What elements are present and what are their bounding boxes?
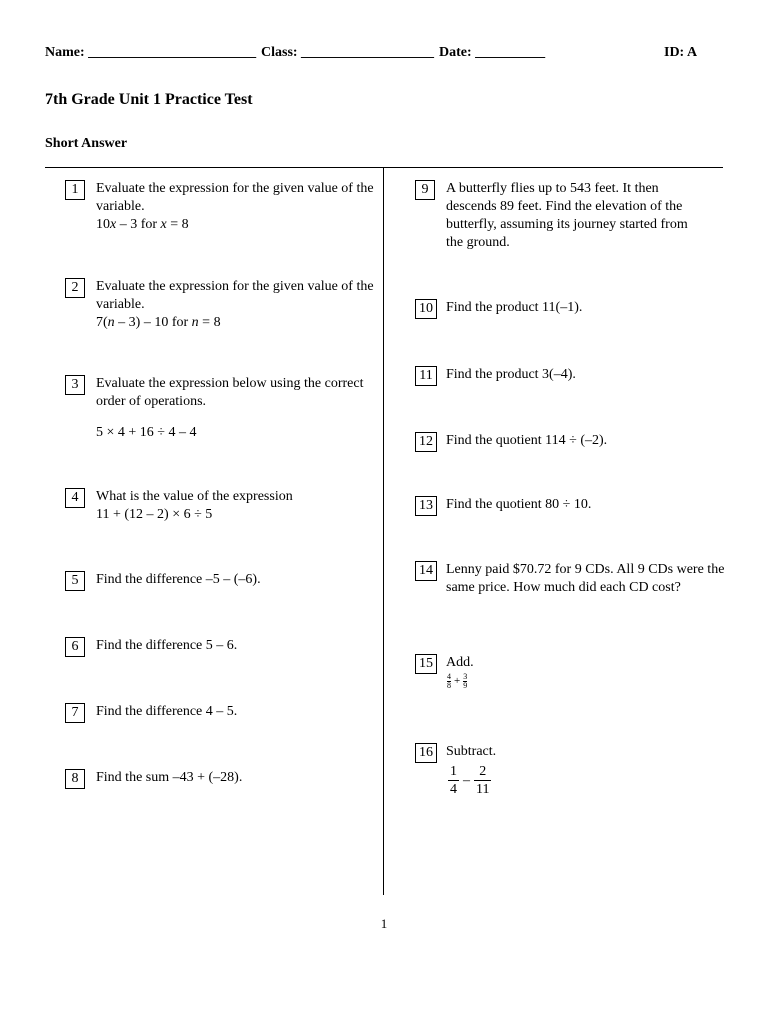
section-heading: Short Answer [45, 136, 128, 151]
question-number: 1 [65, 180, 85, 200]
fraction-expression: $\frac{1}{4}$ – $\frac{2}{11}$ [450, 764, 490, 797]
question-number: 6 [65, 637, 85, 657]
question-number: 3 [65, 375, 85, 395]
expression: 5 × 4 + 16 ÷ 4 – 4 [96, 425, 197, 440]
question-number: 9 [415, 180, 435, 200]
header [45, 45, 725, 65]
expression: 10x – 3 for x = 8 [96, 217, 189, 232]
horizontal-divider [45, 167, 723, 168]
question-text: Find the quotient 114 ÷ (–2). [446, 433, 608, 448]
question-number: 11 [415, 366, 437, 386]
question-text: A butterfly flies up to 543 feet. It then descends 89 feet. Find the elevation of the butterfly, assuming its journey started from the ground. [446, 181, 688, 250]
date-field-label: Date: __________ [439, 45, 546, 60]
question-text: Subtract. $\frac{1}{4}$ – $\frac{2}{11}$ [446, 744, 497, 797]
question-text: Find the product 3(–4). [446, 367, 576, 382]
question-text: Find the sum –43 + (–28). [96, 770, 243, 785]
expression: 7(n – 3) – 10 for n = 8 [96, 315, 221, 330]
question-number: 7 [65, 703, 85, 723]
question-text: Find the difference –5 – (–6). [96, 572, 261, 587]
page-number: 1 [380, 916, 388, 931]
question-text: Find the difference 5 – 6. [96, 638, 238, 653]
name-field-label: Name: ________________________ [45, 45, 257, 60]
fraction: $\frac{1}{4}$ [450, 764, 457, 797]
question-number: 5 [65, 571, 85, 591]
question-number: 2 [65, 278, 85, 298]
question-number: 10 [415, 299, 437, 319]
page-title: 7th Grade Unit 1 Practice Test [45, 91, 253, 108]
question-text: Find the quotient 80 ÷ 10. [446, 497, 592, 512]
fraction: $\frac{3}{9}$ [463, 671, 468, 690]
question-text: Lenny paid $70.72 for 9 CDs. All 9 CDs were the same price. How much did each CD cost? [446, 562, 725, 595]
question-number: 12 [415, 432, 437, 452]
question-number: 16 [415, 743, 437, 763]
question-text: Add. $\frac{4}{8}$ + $\frac{3}{9}$ [446, 655, 474, 690]
question-text: Evaluate the expression for the given value of the variable. 10x – 3 for x = 8 [96, 181, 374, 232]
question-number: 8 [65, 769, 85, 789]
id-label: ID: A [664, 45, 698, 60]
question-number: 13 [415, 496, 437, 516]
question-text: Find the product 11(–1). [446, 300, 583, 315]
question-number: 14 [415, 561, 437, 581]
column-divider [383, 168, 384, 895]
fraction-expression: $\frac{4}{8}$ + $\frac{3}{9}$ [447, 671, 468, 690]
class-field-label: Class: ___________________ [261, 45, 435, 60]
question-text: Find the difference 4 – 5. [96, 704, 238, 719]
question-text: Evaluate the expression for the given value of the variable. 7(n – 3) – 10 for n = 8 [96, 279, 374, 330]
question-text: Evaluate the expression below using the correct order of operations. 5 × 4 + 16 ÷ 4 – 4 [96, 376, 364, 440]
fraction: $\frac{2}{11}$ [476, 764, 490, 797]
expression: 11 + (12 – 2) × 6 ÷ 5 [96, 507, 213, 522]
question-number: 15 [415, 654, 437, 674]
question-number: 4 [65, 488, 85, 508]
question-text: What is the value of the expression 11 + (12 – 2) × 6 ÷ 5 [96, 489, 293, 522]
fraction: $\frac{4}{8}$ [447, 671, 451, 690]
